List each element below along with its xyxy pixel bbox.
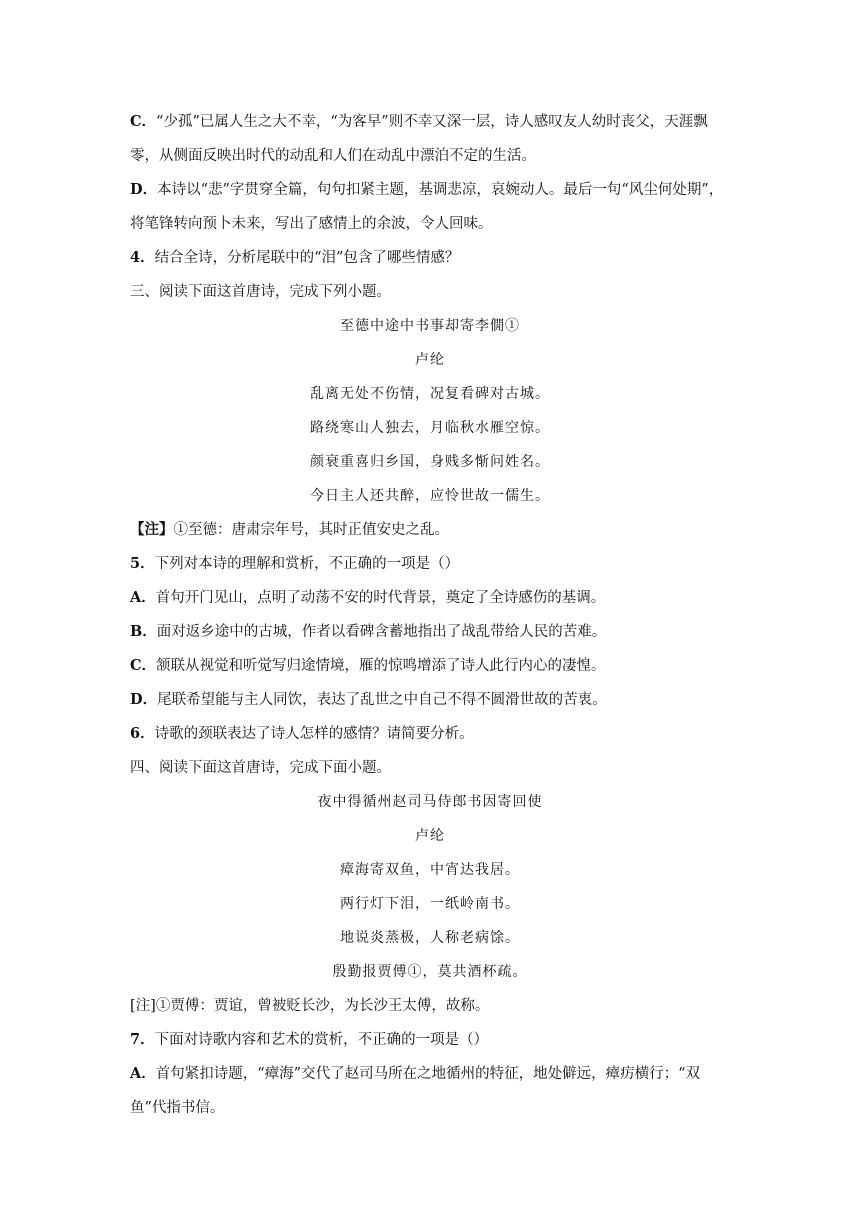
- option-label: A．: [130, 589, 156, 606]
- option-label: C．: [130, 657, 157, 674]
- option-c-line: [130, 656, 730, 676]
- option-text: 首句开门见山，点明了动荡不安的时代背景，奠定了全诗感伤的基调。: [155, 590, 606, 606]
- note-text: ①贾傅：贾谊，曾被贬长沙，为长沙王太傅，故称。: [155, 998, 490, 1014]
- note-label: [注]: [130, 998, 156, 1014]
- option-text: 颔联从视觉和听觉写归途情境，雁的惊鸣增添了诗人此行内心的凄惶。: [156, 658, 606, 674]
- note-text: ①至德：唐肃宗年号，其时正值安史之乱。: [173, 522, 449, 538]
- option-a-line: [130, 588, 730, 608]
- poem-2-line-1: 瘴海寄双鱼，中宵达我居。: [340, 862, 520, 878]
- line-text: 零，从侧面反映出时代的动乱和人们在动乱中漂泊不定的生活。: [130, 148, 536, 164]
- question-7: [130, 1030, 730, 1050]
- poem-2-author: 卢纶: [415, 828, 445, 844]
- option-text: 尾联希望能与主人同饮，表达了乱世之中自己不得不圆滑世故的苦衷。: [157, 692, 607, 708]
- option-text: 本诗以“悲”字贯穿全篇，句句扣紧主题，基调悲凉，哀婉动人。最后一句“风尘何处期”，: [157, 182, 724, 198]
- option-label: A．: [130, 1065, 156, 1082]
- line-text: 将笔锋转向预卜未来，写出了感情上的余波，令人回味。: [130, 216, 493, 232]
- question-4: [130, 248, 730, 268]
- section-text: 三、阅读下面这首唐诗，完成下列小题。: [130, 284, 391, 300]
- poem-2-line-4: 殷勤报贾傅①，莫共酒杯疏。: [332, 964, 528, 980]
- section-4-heading: [130, 758, 730, 778]
- option-text: 面对返乡途中的古城，作者以看碑含蓄地指出了战乱带给人民的苦难。: [156, 624, 607, 640]
- poem-2-line-2: 两行灯下泪，一纸岭南书。: [340, 896, 520, 912]
- poem-1-line-2: 路绕寒山人独去，月临秋水雁空惊。: [310, 420, 550, 436]
- option-label: C．: [130, 113, 157, 130]
- line-text: 鱼”代指书信。: [130, 1100, 225, 1116]
- option-label: D．: [130, 181, 158, 198]
- continuation-line: [130, 214, 730, 234]
- poem-1-title: 至德中途中书事却寄李僩①: [340, 318, 520, 334]
- poem-2-line-3: 地说炎蒸极，人称老病馀。: [340, 930, 520, 946]
- poem-2-note: [130, 996, 730, 1016]
- question-number: 5．: [130, 555, 155, 572]
- question-number: 4．: [130, 249, 155, 266]
- option-c-line: [130, 112, 730, 132]
- option-d-line: [130, 690, 730, 710]
- continuation-line: [130, 146, 730, 166]
- poem-1-line-1: 乱离无处不伤情，况复看碑对古城。: [310, 386, 550, 402]
- question-5: [130, 554, 730, 574]
- option-text: 首句紧扣诗题，“瘴海”交代了赵司马所在之地循州的特征，地处僻远，瘴疠横行；“双: [155, 1066, 701, 1082]
- section-3-heading: [130, 282, 730, 302]
- note-label: 【注】: [130, 521, 174, 538]
- poem-1-note: [130, 520, 730, 540]
- question-text: 诗歌的颈联表达了诗人怎样的感情？请简要分析。: [154, 726, 474, 742]
- poem-1-author: 卢纶: [415, 352, 445, 368]
- continuation-line: [130, 1098, 730, 1118]
- question-6: [130, 724, 730, 744]
- section-text: 四、阅读下面这首唐诗，完成下面小题。: [130, 760, 391, 776]
- poem-1-line-3: 颜衰重喜归乡国，身贱多惭问姓名。: [310, 454, 550, 470]
- question-number: 7．: [130, 1031, 155, 1048]
- question-number: 6．: [130, 725, 155, 742]
- question-text: 结合全诗，分析尾联中的“泪”包含了哪些情感？: [154, 250, 460, 266]
- option-d-line: [130, 180, 730, 200]
- poem-1-line-4: 今日主人还共醉，应怜世故一儒生。: [310, 488, 550, 504]
- question-text: 下列对本诗的理解和赏析，不正确的一项是（）: [154, 556, 460, 572]
- option-a-line: [130, 1064, 730, 1084]
- option-label: B．: [130, 623, 157, 640]
- option-text: “少孤”已属人生之大不幸，“为客早”则不幸又深一层，诗人感叹友人幼时丧父，天涯飘: [156, 114, 708, 130]
- option-b-line: [130, 622, 730, 642]
- option-label: D．: [130, 691, 158, 708]
- question-text: 下面对诗歌内容和艺术的赏析，不正确的一项是（）: [154, 1032, 489, 1048]
- poem-2-title: 夜中得循州赵司马侍郎书因寄回使: [317, 794, 543, 810]
